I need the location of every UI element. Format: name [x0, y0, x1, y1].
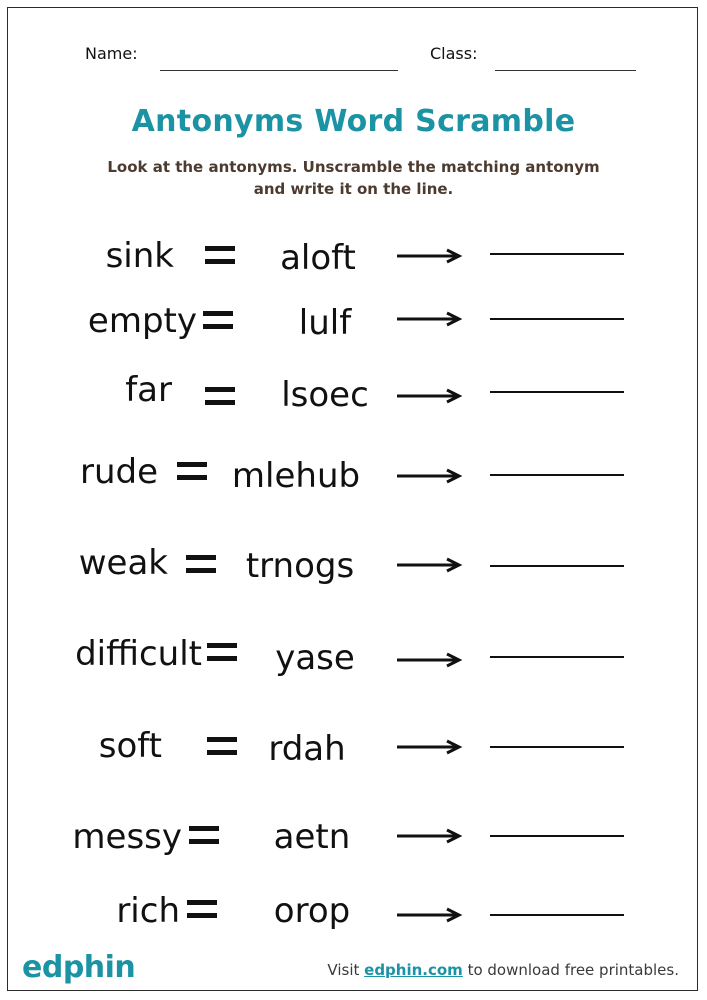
scrambled-word-2: lulf	[298, 303, 352, 343]
antonym-word-5: weak	[78, 543, 168, 583]
arrow-right-icon	[395, 828, 465, 844]
antonym-word-8: messy	[72, 817, 182, 857]
equals-sign	[205, 387, 235, 405]
arrow-right-icon	[395, 907, 465, 923]
arrow-right-icon	[395, 311, 465, 327]
scrambled-word-1: aloft	[280, 238, 356, 278]
equals-sign	[205, 246, 235, 264]
name-label: Name:	[85, 44, 138, 63]
answer-line-3[interactable]	[490, 391, 624, 393]
antonym-word-9: rich	[116, 891, 180, 931]
answer-line-7[interactable]	[490, 746, 624, 748]
equals-sign	[187, 900, 217, 918]
equals-sign	[186, 555, 216, 573]
footer-link[interactable]: edphin.com	[364, 961, 463, 979]
instructions-line-1: Look at the antonyms. Unscramble the matching antonym	[107, 158, 600, 176]
antonym-word-6: difficult	[75, 634, 202, 674]
arrow-right-icon	[395, 248, 465, 264]
edphin-logo: edphin	[22, 950, 136, 985]
footer-suffix: to download free printables.	[462, 961, 679, 979]
arrow-right-icon	[395, 388, 465, 404]
antonym-word-7: soft	[98, 726, 162, 766]
worksheet-title: Antonyms Word Scramble	[131, 104, 576, 139]
answer-line-1[interactable]	[490, 253, 624, 255]
scrambled-word-8: aetn	[273, 817, 351, 857]
antonym-word-4: rude	[79, 452, 158, 492]
antonym-word-3: far	[125, 370, 172, 410]
answer-line-5[interactable]	[490, 565, 624, 567]
arrow-right-icon	[395, 557, 465, 573]
equals-sign	[189, 826, 219, 844]
answer-line-2[interactable]	[490, 318, 624, 320]
scrambled-word-7: rdah	[268, 729, 346, 769]
equals-sign	[177, 462, 207, 480]
scrambled-word-5: trnogs	[245, 546, 355, 586]
answer-line-9[interactable]	[490, 914, 624, 916]
answer-line-4[interactable]	[490, 474, 624, 476]
scrambled-word-6: yase	[275, 638, 355, 678]
scrambled-word-9: orop	[273, 891, 351, 931]
answer-line-8[interactable]	[490, 835, 624, 837]
arrow-right-icon	[395, 468, 465, 484]
footer-prefix: Visit	[327, 961, 365, 979]
name-line	[160, 70, 398, 71]
antonym-word-2: empty	[87, 301, 197, 341]
equals-sign	[207, 643, 237, 661]
instructions-line-2: and write it on the line.	[253, 180, 454, 198]
scrambled-word-4: mlehub	[231, 456, 361, 496]
answer-line-6[interactable]	[490, 656, 624, 658]
arrow-right-icon	[395, 739, 465, 755]
class-line	[495, 70, 636, 71]
antonym-word-1: sink	[105, 236, 174, 276]
equals-sign	[203, 311, 233, 329]
arrow-right-icon	[395, 652, 465, 668]
scrambled-word-3: lsoec	[281, 375, 369, 415]
class-label: Class:	[430, 44, 478, 63]
footer-text	[327, 961, 679, 979]
